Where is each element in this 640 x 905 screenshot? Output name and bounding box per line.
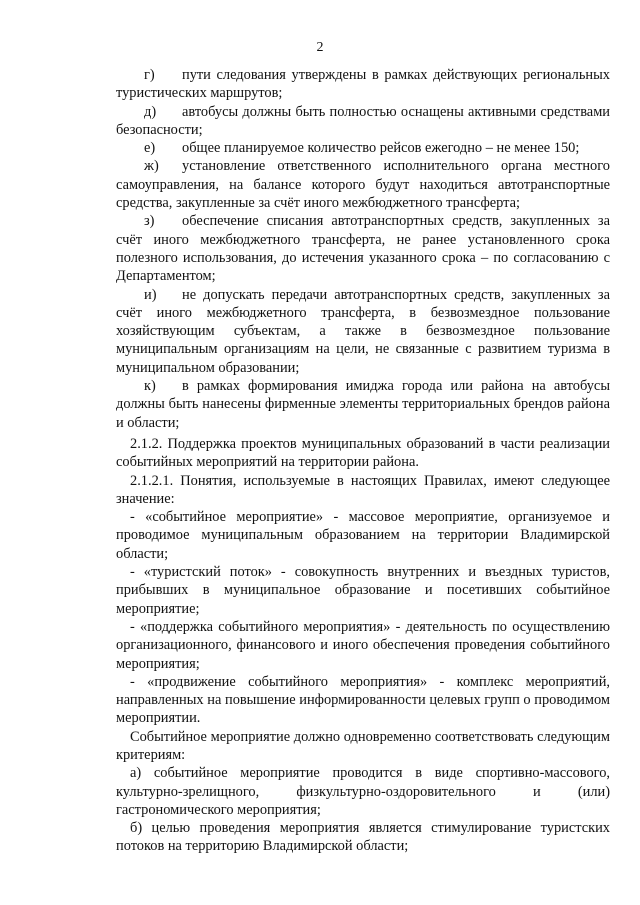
item-e-text: общее планируемое количество рейсов ежегодно – не менее 150;: [182, 140, 580, 157]
item-zh-text: установление ответственного исполнительного органа местного самоуправления, на балансе которого будут находиться автотранспортные средства, закупленные за счёт иного межбюджетного трансферта;: [116, 158, 610, 212]
item-k-label: к): [144, 378, 156, 395]
item-k: [116, 377, 610, 432]
definition-support: - «поддержка событийного мероприятия» - деятельность по осуществлению организационного, финансового и иного обеспечения проведения событийного мероприятия;: [116, 618, 610, 672]
criteria-intro: Событийное мероприятие должно одновременно соответствовать следующим критериям:: [116, 728, 610, 763]
item-e-label: е): [144, 140, 156, 157]
item-d: [116, 103, 610, 140]
item-zh: [116, 157, 610, 212]
definition-event: - «событийное мероприятие» - массовое мероприятие, организуемое и проводимое муниципальным образованием на территории Владимирской области;: [116, 509, 610, 562]
criterion-b: б) целью проведения мероприятия является стимулирование туристских потоков на территорию Владимирской области;: [116, 820, 610, 855]
page-number: 2: [316, 40, 324, 55]
criterion-a: а) событийное мероприятие проводится в виде спортивно-массового, культурно-зрелищного, физкультурно-оздоровительного и (или) гастрономического мероприятия;: [116, 765, 610, 818]
item-d-text: автобусы должны быть полностью оснащены активными средствами безопасности;: [116, 103, 610, 138]
item-z: [116, 212, 610, 285]
item-g-text: пути следования утверждены в рамках действующих региональных туристических маршрутов;: [116, 67, 610, 102]
definition-tourist-flow: - «туристский поток» - совокупность внутренних и въездных туристов, прибывших в муниципальное образование и посетивших событийное мероприятие;: [116, 564, 610, 617]
item-zh-label: ж): [144, 158, 159, 175]
document-body: [116, 66, 610, 856]
item-d-label: д): [144, 103, 157, 120]
item-k-text: в рамках формирования имиджа города или района на автобусы должны быть нанесены фирменные элементы территориальных брендов района и области;: [116, 378, 610, 431]
item-g-label: г): [144, 67, 155, 83]
item-i: [116, 286, 610, 377]
section-2-1-2: 2.1.2. Поддержка проектов муниципальных образований в части реализации событийных мероприятий на территории района.: [116, 435, 610, 471]
definition-promotion: - «продвижение событийного мероприятия» - комплекс мероприятий, направленных на повышение информированности целевых групп о проводимом мероприятии.: [116, 673, 610, 727]
item-g: [116, 66, 610, 103]
item-i-text: не допускать передачи автотранспортных средств, закупленных за счёт иного межбюджетного трансферта, в безвозмездное пользование хозяйствующим субъектам, а также в безвозмездное пользование муниципальным организациям на цели, не связанные с развитием туризма в муниципальном образовании;: [116, 286, 610, 376]
item-i-label: и): [144, 286, 157, 303]
item-z-label: з): [144, 213, 155, 230]
item-z-text: обеспечение списания автотранспортных средств, закупленных за счёт иного межбюджетного трансферта, не ранее установленного срока полезного использования, до истечения указанного срока – по согласованию с Департаментом;: [116, 213, 610, 285]
item-e: [116, 139, 610, 157]
section-2-1-2-1: 2.1.2.1. Понятия, используемые в настоящих Правилах, имеют следующее значение:: [116, 472, 610, 507]
